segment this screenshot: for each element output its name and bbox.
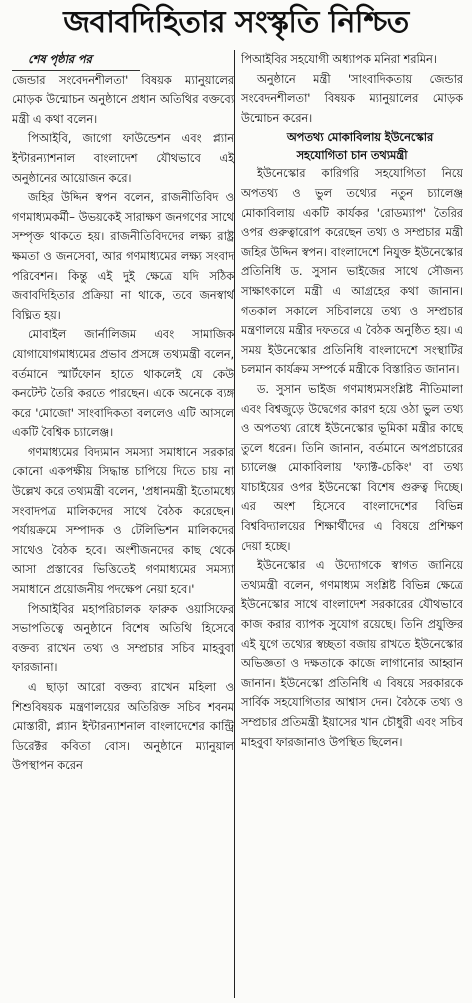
paragraph: পিআইবির মহাপরিচালক ফারুক ওয়াসিফের সভাপতিত্বে অনুষ্ঠানে বিশেষ অতিথি হিসেবে বক্তব্য রাখেন তথ্য ও সম্প্রচার সচিব মাহবুবা ফারজানা। (12, 601, 234, 675)
paragraph: ইউনেস্কোর এ উদ্যোগকে স্বাগত জানিয়ে তথ্যমন্ত্রী বলেন, গণমাধ্যম সংশ্লিষ্ট বিভিন্ন ক্ষেত্রে ইউনেস্কোর সাথে বাংলাদেশ সরকারের যৌথভাবে কাজ করার ব্যাপক সুযোগ রয়েছে। তিনি প্রযুক্তির এই যুগে তথ্যের স্বচ্ছতা বজায় রাখতে ইউনেস্কোর অভিজ্ঞতা ও দক্ষতাকে কাজে লাগানোর আহ্বান জানান। ইউনেস্কো প্রতিনিধি এ বিষয়ে সরকারকে সার্বিক সহযোগিতার আশ্বাস দেন। বৈঠকে তথ্য ও সম্প্রচার প্রতিমন্ত্রী ইয়াসের খান চৌধুরী এবং সচিব মাহবুবা ফারজানাও উপস্থিত ছিলেন। (241, 558, 463, 749)
paragraph: ড. সুসান ভাইজ গণমাধ্যমসংশ্লিষ্ট নীতিমালা এবং বিশ্বজুড়ে উদ্বেগের কারণ হয়ে ওঠা ভুল তথ্য ও অপতথ্য রোধে ইউনেস্কোর ভূমিকা মন্ত্রীর কাছে তুলে ধরেন। তিনি জানান, বর্তমানে অপপ্রচারের চ্যালেঞ্জ মোকাবিলায় 'ফ্যাক্ট-চেকিং' বা তথ্য যাচাইয়ের ওপর ইউনেস্কো বিশেষ গুরুত্ব দিচ্ছে। এর অংশ হিসেবে বাংলাদেশের বিভিন্ন বিশ্ববিদ্যালয়ের শিক্ষার্থীদের এ বিষয়ে প্রশিক্ষণ দেয়া হচ্ছে। (241, 381, 463, 553)
paragraph: জহির উদ্দিন স্বপন বলেন, রাজনীতিবিদ ও গণমাধ্যমকর্মী– উভয়কেই সারাক্ষণ জনগণের সাথে সম্পৃক্ত থাকতে হয়। রাজনীতিবিদদের লক্ষ্য রাষ্ট্র ক্ষমতা ও জনসেবা, আর গণমাধ্যমের লক্ষ্য সংবাদ পরিবেশন। কিন্তু এই দুই ক্ষেত্রে যদি সঠিক জবাবদিহিতার প্রক্রিয়া না থাকে, তবে জনস্বার্থ বিঘ্নিত হয়। (12, 190, 234, 322)
headline: জবাবদিহিতার সংস্কৃতি নিশ্চিত (63, 5, 409, 40)
subheadline-line-2: সহযোগিতা চান তথ্যমন্ত্রী (296, 148, 408, 163)
paragraph: মোবাইল জার্নালিজম এবং সামাজিক যোগাযোগমাধ্যমের প্রভাব প্রসঙ্গে তথ্যমন্ত্রী বলেন, বর্তমানে স্মার্টফোন হাতে থাকলেই যে কেউ কনটেন্ট তৈরি করতে পারছেন। একে অনেকে ব্যঙ্গ করে 'মোজো' সাংবাদিকতা বললেও এটি আসলে একটি বৈশ্বিক চ্যালেঞ্জ। (12, 327, 234, 440)
subheadline (241, 128, 463, 164)
continued-from-label: শেষ পৃষ্ঠার পর (12, 50, 140, 71)
paragraph: গণমাধ্যমের বিদ্যমান সমস্যা সমাধানে সরকার কোনো একপক্ষীয় সিদ্ধান্ত চাপিয়ে দিতে চায় না উল্লেখ করে তথ্যমন্ত্রী বলেন, 'প্রধানমন্ত্রী ইতোমধ্যে সংবাদপত্র মালিকদের সাথে বৈঠক করেছেন। পর্যায়ক্রমে সম্পাদক ও টেলিভিশন মালিকদের সাথেও বৈঠক হবে। অংশীজনদের কাছ থেকে আসা প্রস্তাবের ভিত্তিতেই গণমাধ্যমের সমস্যা সমাধানে প্রয়োজনীয় পদক্ষেপ নেয়া হবে।' (12, 444, 234, 597)
right-column (241, 50, 463, 1000)
column-divider (234, 50, 235, 998)
paragraph: ইউনেস্কোর কারিগরি সহযোগিতা নিয়ে অপতথ্য ও ভুল তথ্যের নতুন চ্যালেঞ্জ মোকাবিলায় একটি কার্যকর 'রোডম্যাপ' তৈরির ওপর গুরুত্বারোপ করেছেন তথ্য ও সম্প্রচার মন্ত্রী জহির উদ্দিন স্বপন। বাংলাদেশে নিযুক্ত ইউনেস্কোর প্রতিনিধি ড. সুসান ভাইজের সাথে সৌজন্য সাক্ষাৎকালে মন্ত্রী এ আগ্রহের কথা জানান। গতকাল সকালে সচিবালয়ে তথ্য ও সম্প্রচার মন্ত্রণালয়ে মন্ত্রীর দফতরে এ বৈঠক অনুষ্ঠিত হয়। এ সময় ইউনেস্কোর প্রতিনিধি বাংলাদেশে সংস্থাটির চলমান কার্যক্রম সম্পর্কে মন্ত্রীকে বিস্তারিত জানান। (241, 166, 463, 377)
paragraph: পিআইবি, জাগো ফাউন্ডেশন এবং প্ল্যান ইন্টারন্যাশনাল বাংলাদেশ যৌথভাবে এই অনুষ্ঠানের আয়োজন করে। (12, 131, 234, 185)
paragraph: পিআইবির সহযোগী অধ্যাপক মনিরা শরমিন। (241, 52, 437, 66)
left-column (12, 50, 234, 1000)
paragraph: জেন্ডার সংবেদনশীলতা' বিষয়ক ম্যানুয়ালের মোড়ক উন্মোচন অনুষ্ঠানে প্রধান অতিথির বক্তব্যে মন্ত্রী এ কথা বলেন। (12, 72, 234, 126)
subheadline-line-1: অপতথ্য মোকাবিলায় ইউনেস্কোর (286, 130, 434, 145)
paragraph: অনুষ্ঠানে মন্ত্রী 'সাংবাদিকতায় জেন্ডার সংবেদনশীলতা' বিষয়ক ম্যানুয়ালের মোড়ক উন্মোচন করেন। (241, 71, 463, 125)
paragraph: এ ছাড়া আরো বক্তব্য রাখেন মহিলা ও শিশুবিষয়ক মন্ত্রণালয়ের অতিরিক্ত সচিব শবনম মোস্তারী, প্ল্যান ইন্টারন্যাশনাল বাংলাদেশের কান্ট্রি ডিরেক্টর কবিতা বোস। অনুষ্ঠানে ম্যানুয়াল উপস্থাপন করেন (12, 680, 234, 773)
